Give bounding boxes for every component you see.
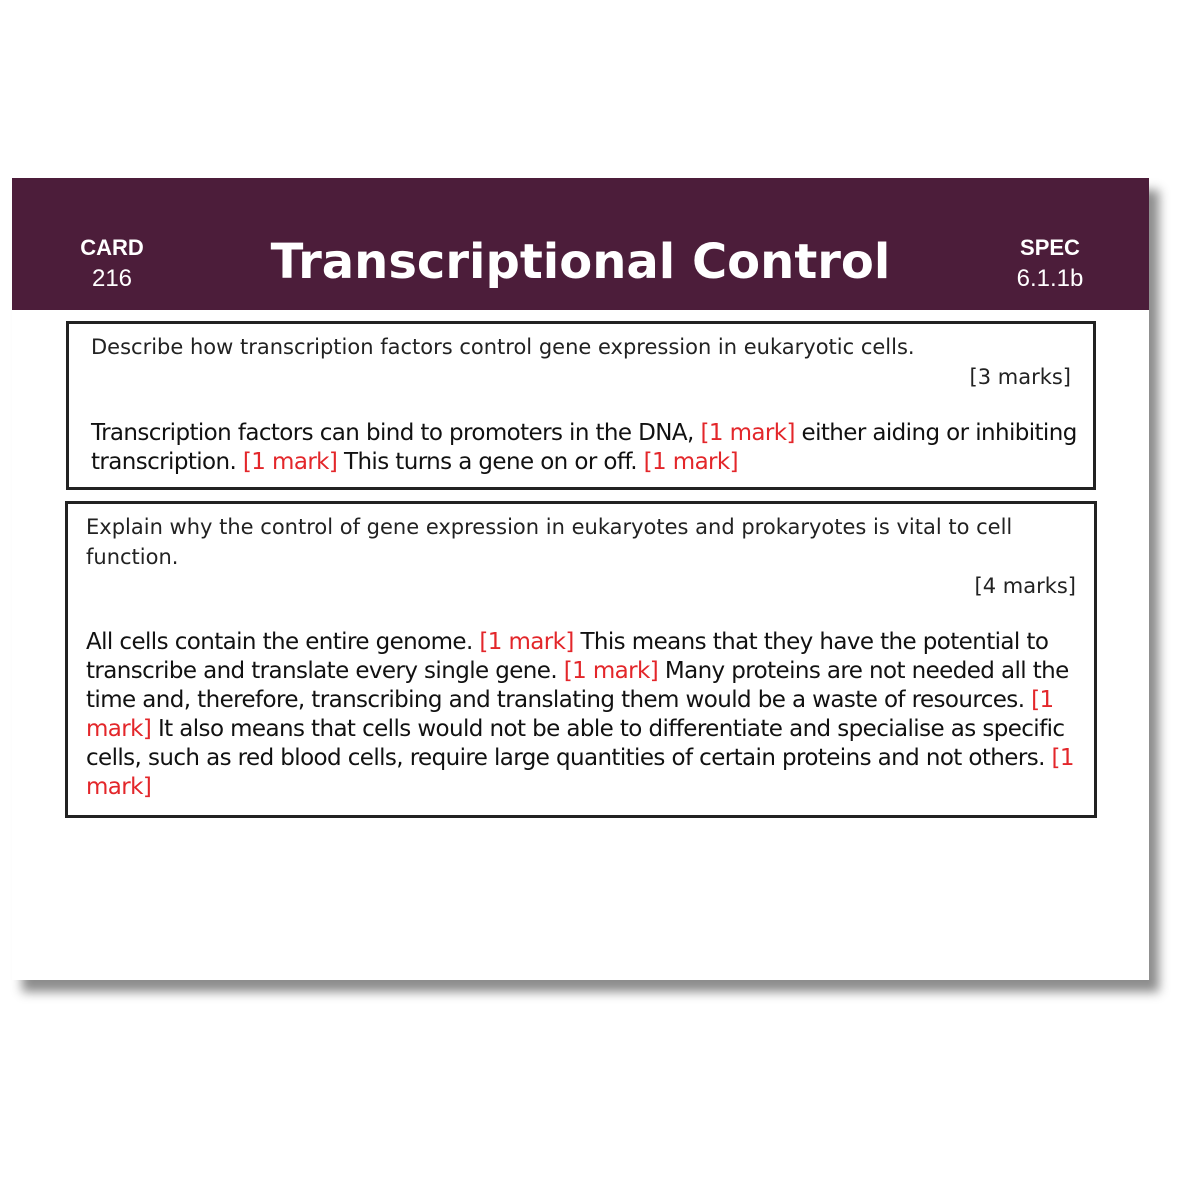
- mark-tag: [1 mark]: [242, 449, 338, 475]
- mark-tag: [1 mark]: [479, 629, 574, 655]
- mark-tag: [1 mark]: [86, 745, 1074, 800]
- answer-text: [91, 419, 1081, 477]
- card-number: 216: [91, 265, 133, 292]
- flashcard: [12, 178, 1149, 980]
- spec-label: SPEC: [1020, 235, 1080, 260]
- card-title: Transcriptional Control: [270, 234, 891, 290]
- answer-segment: Transcription factors can bind to promoters in the DNA,: [91, 420, 701, 446]
- answer-segment: Many proteins are not needed all the time and, therefore, transcribing and translating them would be a waste of resources.: [86, 658, 1069, 713]
- mark-tag: [1 mark]: [86, 687, 1054, 742]
- answer-segment: All cells contain the entire genome.: [86, 629, 480, 655]
- mark-tag: [1 mark]: [563, 658, 659, 684]
- spec-block: [990, 234, 1110, 296]
- marks-available: [3 marks]: [969, 365, 1071, 389]
- mark-tag: [1 mark]: [700, 420, 795, 446]
- question-text: Explain why the control of gene expression in eukaryotes and prokaryotes is vital to cell function.: [86, 515, 1013, 569]
- card-number-block: [52, 234, 172, 296]
- marks-available: [4 marks]: [974, 574, 1076, 598]
- question-text: Describe how transcription factors control gene expression in eukaryotic cells.: [91, 335, 915, 359]
- answer-segment: It also means that cells would not be able to differentiate and specialise as specific cells, such as red blood cells, require large quantities of certain proteins and not others.: [86, 716, 1065, 771]
- answer-segment: either aiding or inhibiting transcription.: [91, 420, 1077, 475]
- spec-number: 6.1.1b: [1016, 265, 1084, 292]
- answer-segment: This means that they have the potential to transcribe and translate every single gene.: [86, 629, 1049, 684]
- question-box-2: [65, 501, 1097, 818]
- card-header: [12, 178, 1149, 310]
- answer-text: [86, 628, 1081, 802]
- card-label: CARD: [80, 235, 144, 260]
- question-box-1: [66, 321, 1096, 490]
- mark-tag: [1 mark]: [643, 449, 739, 475]
- answer-segment: This turns a gene on or off.: [337, 449, 644, 475]
